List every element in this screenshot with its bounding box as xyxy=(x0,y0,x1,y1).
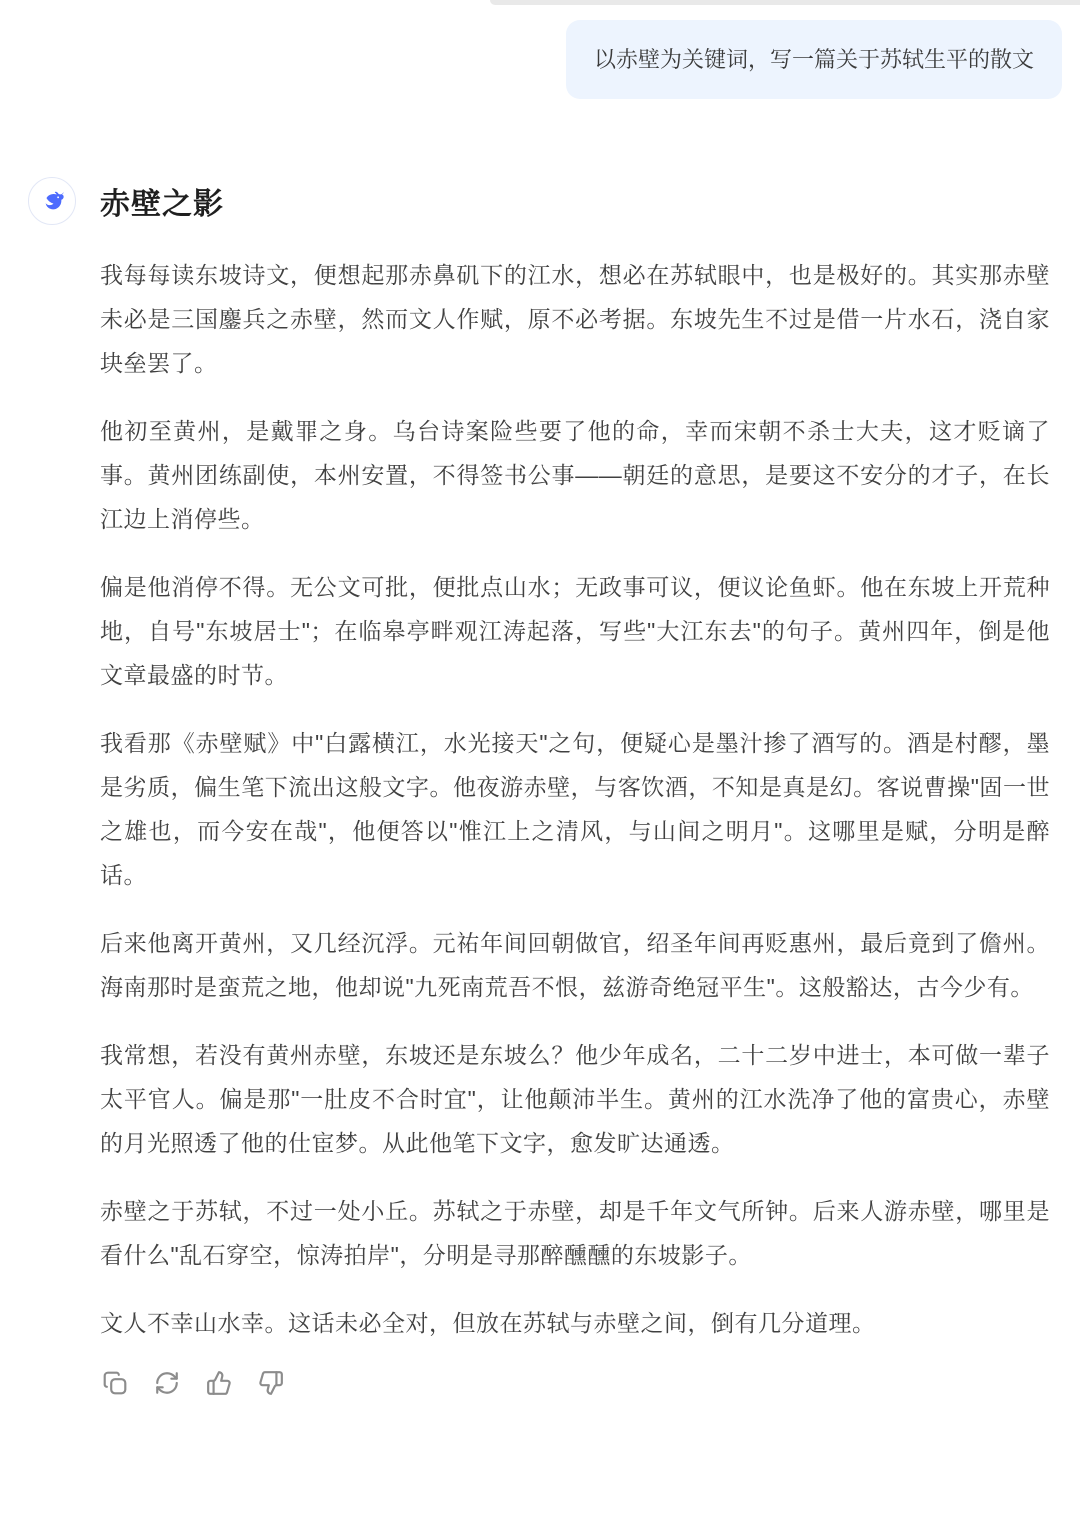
response-title: 赤壁之影 xyxy=(100,188,224,221)
response-paragraph: 偏是他消停不得。无公文可批，便批点山水；无政事可议，便议论鱼虾。他在东坡上开荒种地，自号"东坡居士"；在临皋亭畔观江涛起落，写些"大江东去"的句子。黄州四年，倒是他文章最盛的时节。 xyxy=(100,574,1050,688)
assistant-avatar xyxy=(28,177,76,225)
message-action-bar xyxy=(0,1369,1080,1399)
user-message-row xyxy=(0,0,1080,99)
copy-icon xyxy=(102,1370,128,1399)
regenerate-icon xyxy=(154,1370,180,1399)
thumbs-up-icon xyxy=(206,1370,232,1399)
assistant-header xyxy=(0,177,1080,225)
response-paragraph: 后来他离开黄州，又几经沉浮。元祐年间回朝做官，绍圣年间再贬惠州，最后竟到了儋州。海南那时是蛮荒之地，他却说"九死南荒吾不恨，兹游奇绝冠平生"。这般豁达，古今少有。 xyxy=(100,930,1050,1000)
previous-message-edge xyxy=(490,0,1080,5)
response-paragraph: 我常想，若没有黄州赤壁，东坡还是东坡么？他少年成名，二十二岁中进士，本可做一辈子太平官人。偏是那"一肚皮不合时宜"，让他颠沛半生。黄州的江水洗净了他的富贵心，赤壁的月光照透了他的仕宦梦。从此他笔下文字，愈发旷达通透。 xyxy=(100,1042,1050,1156)
thumbs-down-icon xyxy=(258,1370,284,1399)
response-paragraph: 文人不幸山水幸。这话未必全对，但放在苏轼与赤壁之间，倒有几分道理。 xyxy=(100,1310,876,1336)
response-paragraph: 他初至黄州，是戴罪之身。乌台诗案险些要了他的命，幸而宋朝不杀士大夫，这才贬谪了事。黄州团练副使，本州安置，不得签书公事——朝廷的意思，是要这不安分的才子，在长江边上消停些。 xyxy=(100,418,1050,532)
copy-button[interactable] xyxy=(100,1369,130,1399)
user-message-bubble: 以赤壁为关键词，写一篇关于苏轼生平的散文 xyxy=(566,20,1062,99)
thumbs-down-button[interactable] xyxy=(256,1369,286,1399)
response-paragraph: 赤壁之于苏轼，不过一处小丘。苏轼之于赤壁，却是千年文气所钟。后来人游赤壁，哪里是看什么"乱石穿空，惊涛拍岸"，分明是寻那醉醺醺的东坡影子。 xyxy=(100,1198,1050,1268)
assistant-response-body xyxy=(0,225,1080,1345)
deepseek-whale-icon xyxy=(35,184,69,218)
regenerate-button[interactable] xyxy=(152,1369,182,1399)
response-paragraph: 我看那《赤壁赋》中"白露横江，水光接天"之句，便疑心是墨汁掺了酒写的。酒是村醪，墨是劣质，偏生笔下流出这般文字。他夜游赤壁，与客饮酒，不知是真是幻。客说曹操"固一世之雄也，而今安在哉"，他便答以"惟江上之清风，与山间之明月"。这哪里是赋，分明是醉话。 xyxy=(100,730,1050,888)
response-paragraph: 我每每读东坡诗文，便想起那赤鼻矶下的江水，想必在苏轼眼中，也是极好的。其实那赤壁未必是三国鏖兵之赤壁，然而文人作赋，原不必考据。东坡先生不过是借一片水石，浇自家块垒罢了。 xyxy=(100,262,1050,376)
thumbs-up-button[interactable] xyxy=(204,1369,234,1399)
